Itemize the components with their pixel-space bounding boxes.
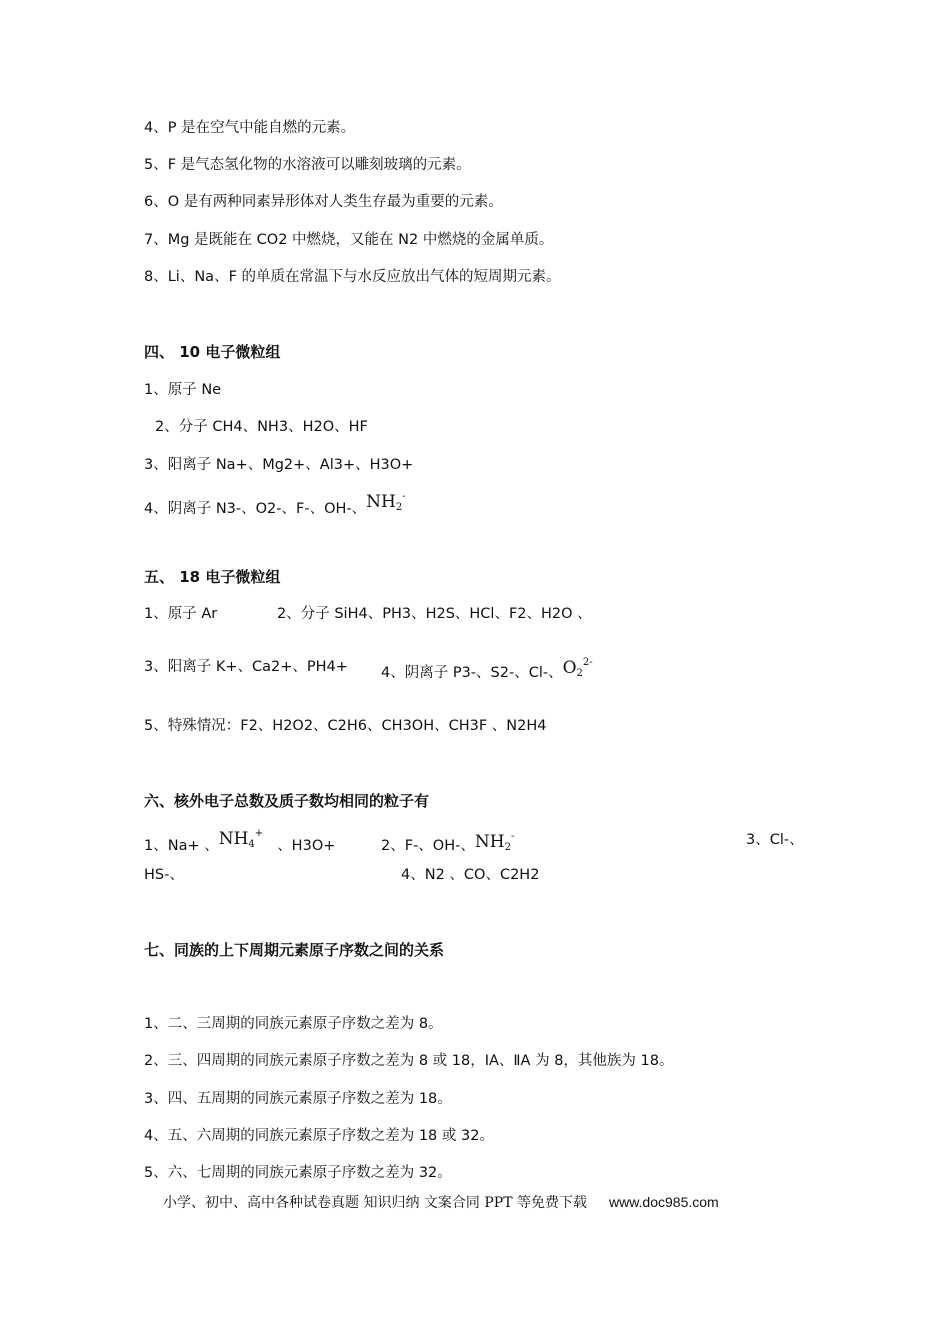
page-footer (163, 1192, 719, 1213)
s7-line-1: 1、二、三周期的同族元素原子序数之差为 8。 (144, 1016, 443, 1032)
s3-line-7: 7、Mg 是既能在 CO2 中燃烧，又能在 N2 中燃烧的金属单质。 (144, 232, 554, 248)
s5-line-3b-text: 4、阴离子 P3-、S2-、Cl-、 (381, 665, 563, 681)
s6-item-3: 3、Cl-、 (746, 832, 804, 848)
s3-line-4: 4、P 是在空气中能自燃的元素。 (144, 120, 356, 136)
s5-line-5: 5、特殊情况：F2、H2O2、C2H6、CH3OH、CH3F 、N2H4 (144, 718, 547, 734)
s7-heading: 七、同族的上下周期元素原子序数之间的关系 (144, 941, 445, 959)
s4-heading: 四、 10 电子微粒组 (144, 343, 281, 361)
s5-heading: 五、 18 电子微粒组 (144, 568, 281, 586)
s4-line-4-text: 4、阴离子 N3-、O2-、F-、OH-、 (144, 501, 367, 517)
s6-item-4: 4、N2 、CO、C2H2 (401, 867, 540, 883)
nh4-plus-formula: $NH_4^+$ (218, 828, 264, 850)
s5-line-1a: 1、原子 Ar (144, 606, 218, 622)
nh2-minus-formula-2: $NH_2^-$ (474, 831, 515, 853)
s5-line-1b: 2、分子 SiH4、PH3、H2S、HCl、F2、H2O 、 (277, 606, 592, 622)
s6-heading: 六、核外电子总数及质子数均相同的粒子有 (144, 792, 430, 810)
s6-item-1 (144, 830, 335, 861)
nh2-minus-formula: $NH_2^-$ (366, 491, 406, 513)
s3-line-5: 5、F 是气态氢化物的水溶液可以雕刻玻璃的元素。 (144, 157, 471, 173)
footer-url-link[interactable]: www.doc985.com (608, 1194, 719, 1210)
s6-item-1-post: 、H3O+ (277, 838, 336, 854)
s3-line-6: 6、O 是有两种同素异形体对人类生存最为重要的元素。 (144, 194, 503, 210)
s4-line-2: 2、分子 CH4、NH3、H2O、HF (155, 419, 368, 435)
s6-item-2 (381, 830, 514, 861)
footer-text: 小学、初中、高中各种试卷真题 知识归纳 文案合同 PPT 等免费下载 (163, 1195, 587, 1211)
s5-line-3a: 3、阳离子 K+、Ca2+、PH4+ (144, 659, 348, 675)
s7-line-5: 5、六、七周期的同族元素原子序数之差为 32。 (144, 1165, 452, 1181)
s5-line-3b (381, 657, 593, 688)
s6-item-2-pre: 2、F-、OH-、 (381, 838, 475, 854)
s7-line-4: 4、五、六周期的同族元素原子序数之差为 18 或 32。 (144, 1128, 494, 1144)
s4-line-3: 3、阳离子 Na+、Mg2+、Al3+、H3O+ (144, 457, 414, 473)
s4-line-4 (144, 493, 406, 524)
o2-2minus-formula: $O_2^{2-}$ (562, 657, 593, 679)
s3-line-8: 8、Li、Na、F 的单质在常温下与水反应放出气体的短周期元素。 (144, 269, 561, 285)
s6-item-1-pre: 1、Na+ 、 (144, 838, 219, 854)
s7-line-3: 3、四、五周期的同族元素原子序数之差为 18。 (144, 1091, 452, 1107)
s4-line-1: 1、原子 Ne (144, 382, 222, 398)
s7-line-2: 2、三、四周期的同族元素原子序数之差为 8 或 18，ⅠA、ⅡA 为 8，其他族为 18。 (144, 1053, 674, 1069)
s6-item-3-cont: HS-、 (144, 867, 184, 883)
